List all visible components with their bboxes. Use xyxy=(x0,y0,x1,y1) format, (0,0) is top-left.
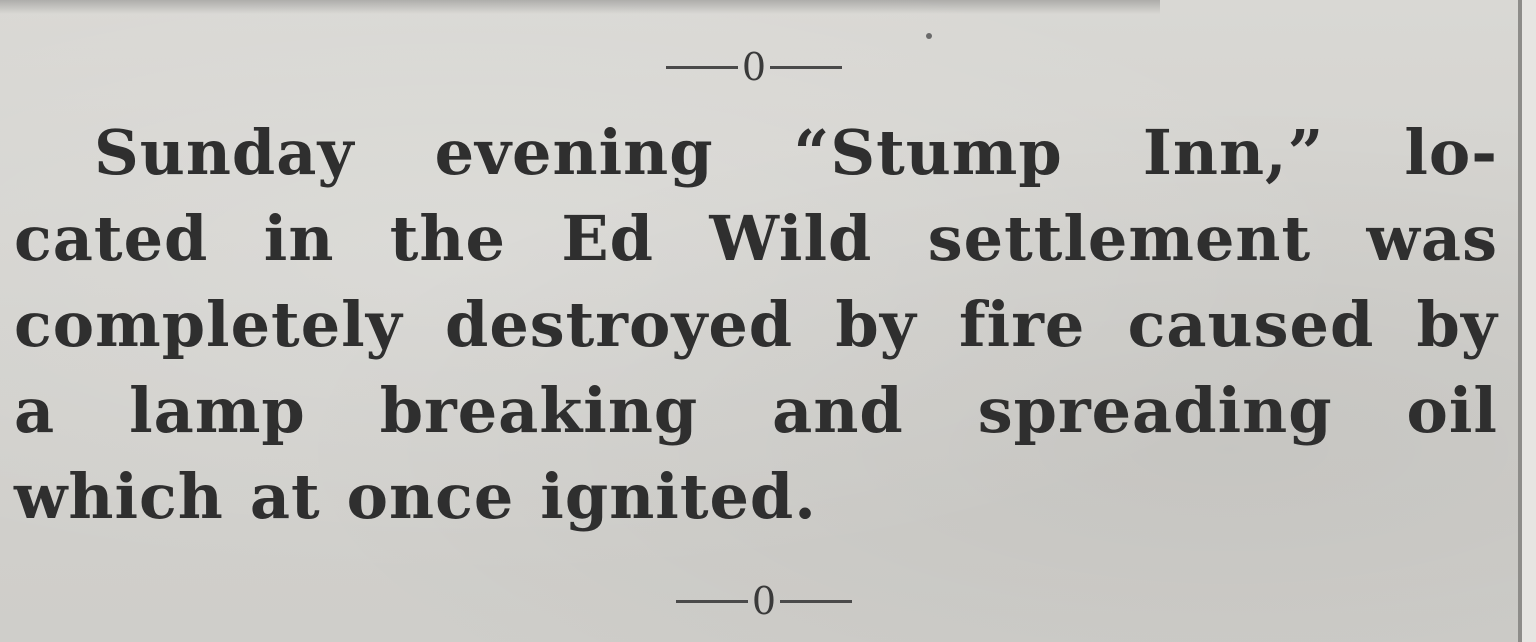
word: spreading xyxy=(977,374,1333,447)
word: cated xyxy=(14,202,209,275)
separator-bottom xyxy=(662,578,866,624)
word: lamp xyxy=(129,374,306,447)
word: and xyxy=(772,374,904,447)
separator-rule-left xyxy=(666,66,738,69)
word: by xyxy=(1416,288,1498,361)
news-article xyxy=(14,110,1498,540)
word: at xyxy=(249,460,321,533)
separator-rule-right xyxy=(780,600,852,603)
word: oil xyxy=(1406,374,1498,447)
word: caused xyxy=(1127,288,1375,361)
article-line-5 xyxy=(14,454,1498,540)
previous-article-edge xyxy=(0,0,1160,14)
word: Inn,” xyxy=(1142,116,1325,189)
article-line-1 xyxy=(14,110,1498,196)
word: evening xyxy=(434,116,714,189)
word: Sunday xyxy=(94,116,355,189)
word: fire xyxy=(959,288,1086,361)
word: was xyxy=(1366,202,1498,275)
word: ignited. xyxy=(540,460,817,533)
article-line-3 xyxy=(14,282,1498,368)
separator-glyph: 0 xyxy=(741,45,767,89)
page-margin xyxy=(1522,0,1536,642)
word: destroyed xyxy=(444,288,794,361)
word: a xyxy=(14,374,56,447)
separator-glyph: 0 xyxy=(751,579,777,623)
article-line-2 xyxy=(14,196,1498,282)
article-line-4 xyxy=(14,368,1498,454)
word: settlement xyxy=(927,202,1312,275)
word: completely xyxy=(14,288,403,361)
word: by xyxy=(835,288,917,361)
word: Wild xyxy=(709,202,873,275)
word: in xyxy=(263,202,335,275)
word: “Stump xyxy=(793,116,1063,189)
word: once xyxy=(346,460,515,533)
word: breaking xyxy=(379,374,699,447)
word: Ed xyxy=(561,202,654,275)
separator-top xyxy=(652,44,856,90)
word: the xyxy=(389,202,506,275)
ink-speck xyxy=(926,33,932,39)
word: which xyxy=(14,460,224,533)
separator-rule-left xyxy=(676,600,748,603)
word: lo- xyxy=(1404,116,1498,189)
separator-rule-right xyxy=(770,66,842,69)
